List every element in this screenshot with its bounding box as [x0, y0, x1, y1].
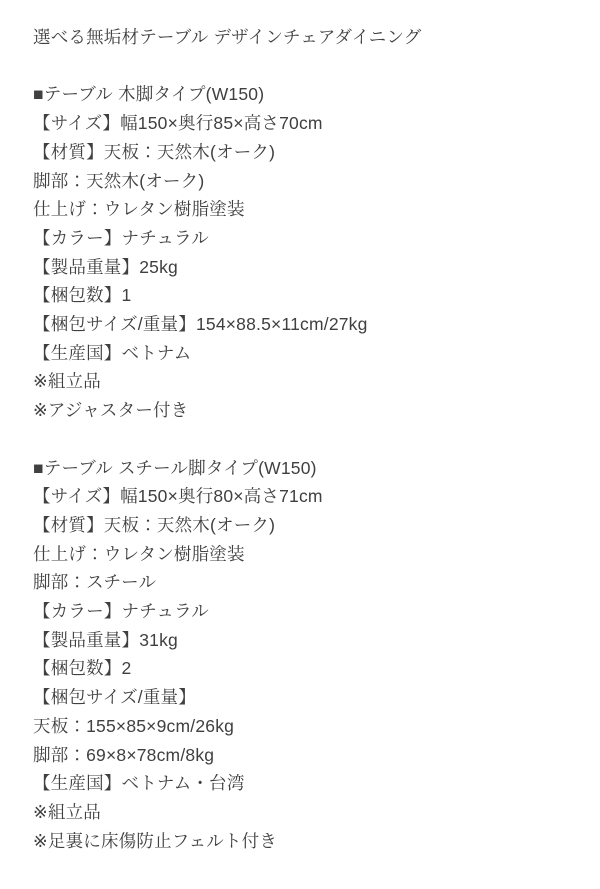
page-title: 選べる無垢材テーブル デザインチェアダイニング: [33, 27, 422, 47]
spec-line-legs: 脚部：天然木(オーク): [33, 170, 205, 191]
spec-note-felt: ※足裏に床傷防止フェルト付き: [33, 830, 278, 851]
spec-line-weight: 【製品重量】31kg: [33, 629, 178, 650]
section-heading-steel-leg: ■テーブル スチール脚タイプ(W150): [33, 457, 317, 478]
spec-line-package-count: 【梱包数】2: [33, 658, 132, 679]
spec-line-weight: 【製品重量】25kg: [33, 256, 178, 277]
spec-line-package-legs: 脚部：69×8×78cm/8kg: [33, 744, 215, 765]
spec-line-material: 【材質】天板：天然木(オーク): [33, 514, 276, 535]
spec-line-country: 【生産国】ベトナム・台湾: [33, 773, 245, 794]
spec-section-wood-leg: [33, 80, 580, 424]
section-heading-wood-leg: ■テーブル 木脚タイプ(W150): [33, 84, 265, 105]
spec-line-legs: 脚部：スチール: [33, 572, 157, 593]
spec-line-country: 【生産国】ベトナム: [33, 342, 192, 363]
spec-note-adjuster: ※アジャスター付き: [33, 400, 189, 421]
spec-note-assembly: ※組立品: [33, 801, 101, 822]
spec-note-assembly: ※組立品: [33, 371, 101, 392]
spec-line-finish: 仕上げ：ウレタン樹脂塗装: [33, 199, 245, 220]
spec-line-material: 【材質】天板：天然木(オーク): [33, 141, 276, 162]
spec-line-color: 【カラー】ナチュラル: [33, 601, 209, 622]
spec-line-package-top: 天板：155×85×9cm/26kg: [33, 715, 235, 736]
spec-line-finish: 仕上げ：ウレタン樹脂塗装: [33, 543, 245, 564]
spec-line-size: 【サイズ】幅150×奥行80×高さ71cm: [33, 486, 323, 507]
spec-line-color: 【カラー】ナチュラル: [33, 227, 209, 248]
spec-line-size: 【サイズ】幅150×奥行85×高さ70cm: [33, 113, 323, 134]
spec-section-steel-leg: [33, 454, 580, 856]
spec-line-package-size: 【梱包サイズ/重量】: [33, 687, 196, 708]
spec-line-package-count: 【梱包数】1: [33, 285, 132, 306]
spec-line-package-size: 【梱包サイズ/重量】154×88.5×11cm/27kg: [33, 314, 368, 335]
